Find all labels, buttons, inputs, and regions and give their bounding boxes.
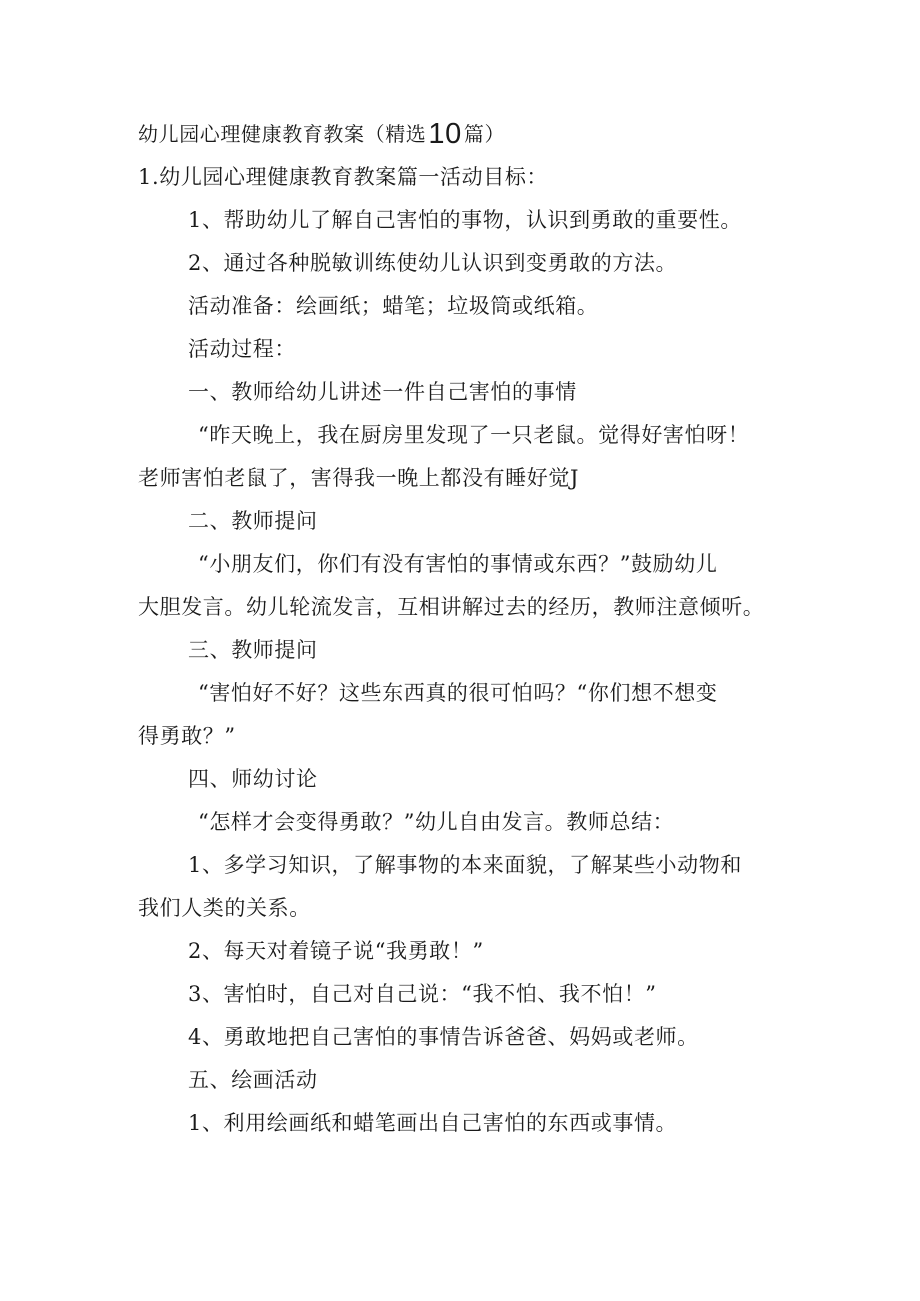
step-1-heading: 一、教师给幼儿讲述一件自己害怕的事情 xyxy=(188,380,577,404)
step-1-quote-line-2: 老师害怕老鼠了，害得我一晚上都没有睡好觉J xyxy=(138,466,580,490)
activity-preparation: 活动准备：绘画纸；蜡笔；垃圾筒或纸箱。 xyxy=(188,294,599,318)
step-2-text-line-2: 大胆发言。幼儿轮流发言，互相讲解过去的经历，教师注意倾听。 xyxy=(138,595,765,619)
step-3-heading: 三、教师提问 xyxy=(188,638,318,662)
goal-item-2: 2、通过各种脱敏训练使幼儿认识到变勇敢的方法。 xyxy=(188,251,678,275)
summary-item-3: 3、害怕时，自己对自己说：“我不怕、我不怕！” xyxy=(188,982,657,1006)
summary-item-1-line-1: 1、多学习知识，了解事物的本来面貌，了解某些小动物和 xyxy=(188,853,742,877)
goal-item-1: 1、帮助幼儿了解自己害怕的事物，认识到勇敢的重要性。 xyxy=(188,208,742,232)
document-title xyxy=(138,117,505,149)
section-heading-1: 1.幼儿园心理健康教育教案篇一活动目标： xyxy=(138,165,549,189)
step-1-quote-line-1: “昨天晚上，我在厨房里发现了一只老鼠。觉得好害怕呀！ xyxy=(198,423,750,447)
title-number: 10 xyxy=(428,118,462,150)
step-4-heading: 四、师幼讨论 xyxy=(188,767,318,791)
step-3-text-line-1: “害怕好不好？这些东西真的很可怕吗？“你们想不想变 xyxy=(198,681,718,705)
step-5-item-1: 1、利用绘画纸和蜡笔画出自己害怕的东西或事情。 xyxy=(188,1111,678,1135)
step-4-text: “怎样才会变得勇敢？”幼儿自由发言。教师总结： xyxy=(198,810,675,834)
title-prefix: 幼儿园心理健康教育教案（精选 xyxy=(138,122,427,146)
step-2-heading: 二、教师提问 xyxy=(188,509,318,533)
step-5-heading: 五、绘画活动 xyxy=(188,1068,318,1092)
summary-item-1-line-2: 我们人类的关系。 xyxy=(138,896,311,920)
step-3-text-line-2: 得勇敢？” xyxy=(138,724,236,748)
summary-item-4: 4、勇敢地把自己害怕的事情告诉爸爸、妈妈或老师。 xyxy=(188,1025,699,1049)
step-2-text-line-1: “小朋友们，你们有没有害怕的事情或东西？”鼓励幼儿 xyxy=(198,552,718,576)
activity-process-label: 活动过程： xyxy=(188,337,296,361)
summary-item-2: 2、每天对着镜子说“我勇敢！” xyxy=(188,939,484,963)
title-suffix: 篇） xyxy=(463,122,506,146)
